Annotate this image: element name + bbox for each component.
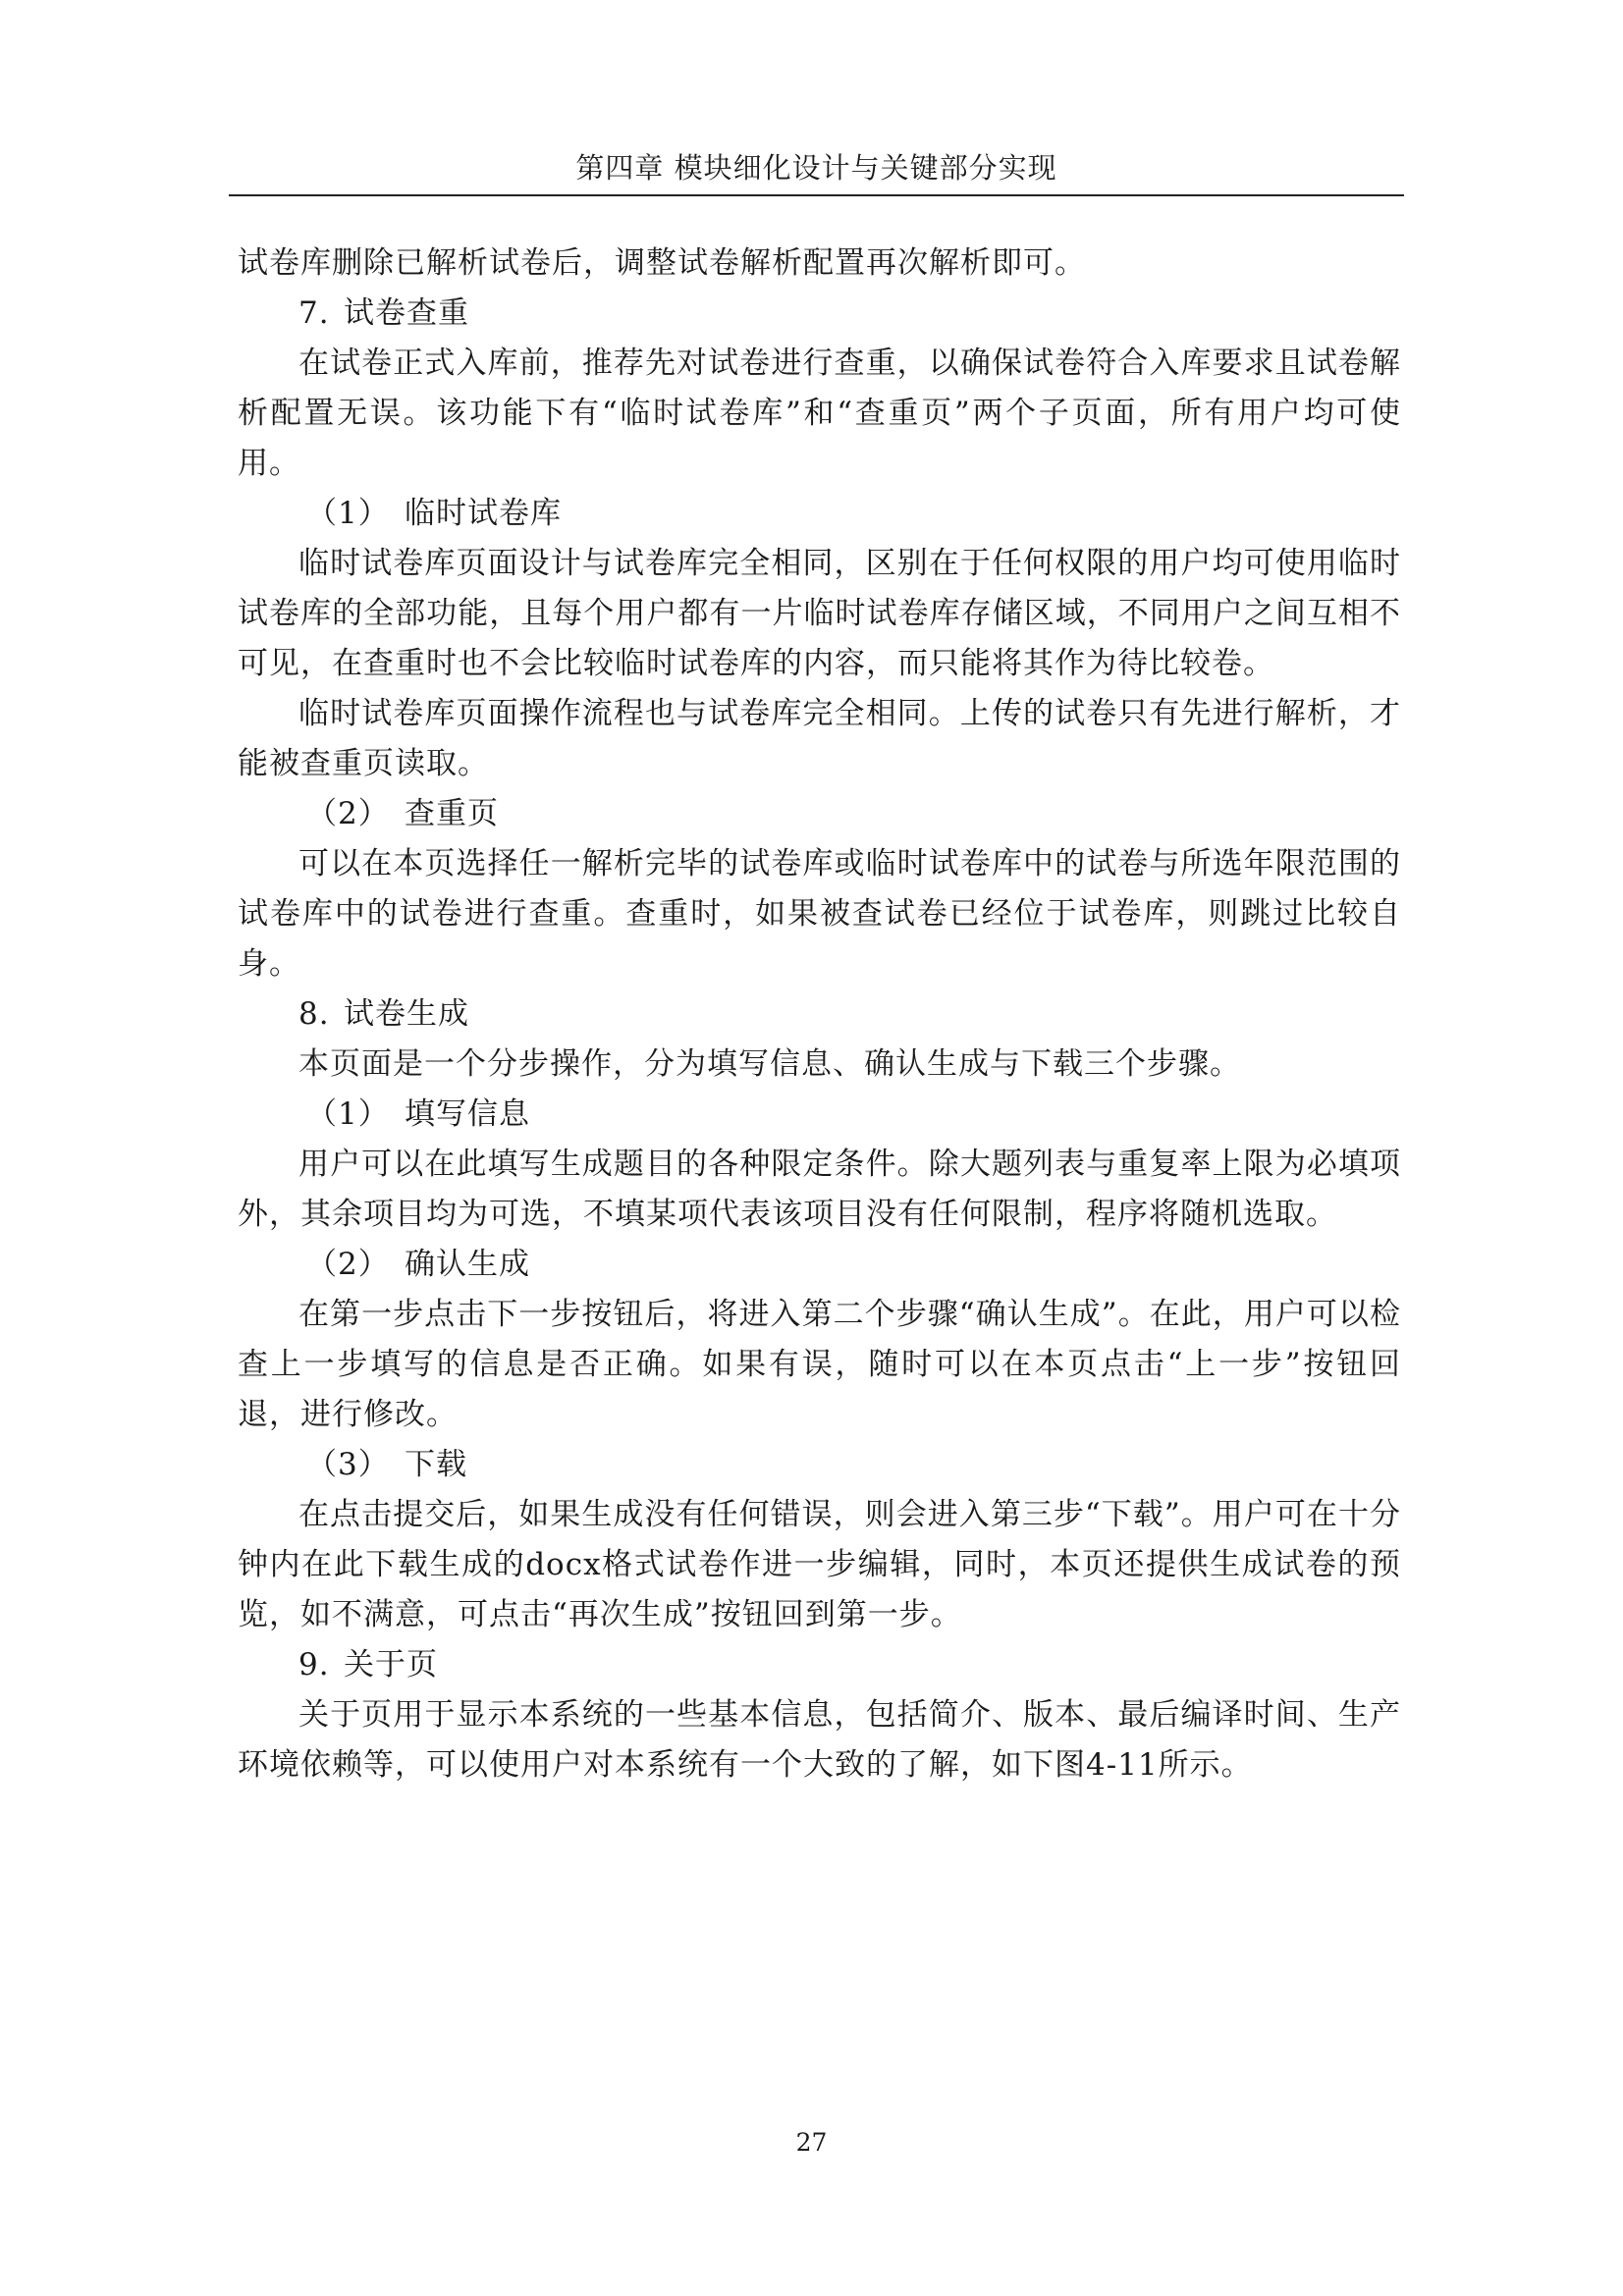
header-rule	[229, 194, 1404, 196]
section-title: 试卷生成	[344, 996, 469, 1032]
subsection-heading-8-3	[238, 1440, 1401, 1490]
subsection-heading-8-1	[238, 1090, 1401, 1140]
section-heading-7	[238, 289, 1401, 339]
section-heading-9	[238, 1640, 1401, 1690]
subsection-title: 下载	[405, 1447, 467, 1482]
paragraph: 关于页用于显示本系统的一些基本信息，包括简介、版本、最后编译时间、生产环境依赖等，可以使用户对本系统有一个大致的了解，如下图4-11所示。	[238, 1697, 1401, 1783]
paragraph: 在试卷正式入库前，推荐先对试卷进行查重，以确保试卷符合入库要求且试卷解析配置无误。该功能下有“临时试卷库”和“查重页”两个子页面，所有用户均可使用。	[238, 346, 1401, 481]
paragraph-continuation: 试卷库删除已解析试卷后，调整试卷解析配置再次解析即可。	[238, 245, 1086, 281]
section-title: 关于页	[344, 1647, 438, 1682]
subsection-title: 查重页	[405, 796, 499, 831]
subsection-heading-7-2	[238, 789, 1401, 839]
paragraph: 临时试卷库页面设计与试卷库完全相同，区别在于任何权限的用户均可使用临时试卷库的全部功能，且每个用户都有一片临时试卷库存储区域，不同用户之间互相不可见，在查重时也不会比较临时试卷库的内容，而只能将其作为待比较卷。	[238, 546, 1401, 681]
subsection-title: 确认生成	[405, 1247, 530, 1282]
subsection-number: （1）	[306, 496, 390, 531]
paragraph: 用户可以在此填写生成题目的各种限定条件。除大题列表与重复率上限为必填项外，其余项目均为可选，不填某项代表该项目没有任何限制，程序将随机选取。	[238, 1147, 1401, 1232]
subsection-number: （2）	[306, 796, 390, 831]
section-number: 8.	[298, 996, 330, 1032]
subsection-heading-8-2	[238, 1240, 1401, 1290]
subsection-heading-7-1	[238, 489, 1401, 539]
subsection-number: （3）	[306, 1447, 390, 1482]
section-number: 7.	[298, 295, 330, 331]
section-heading-8	[238, 989, 1401, 1040]
subsection-title: 临时试卷库	[405, 496, 562, 531]
body-text	[238, 239, 1401, 1790]
paragraph: 本页面是一个分步操作，分为填写信息、确认生成与下载三个步骤。	[298, 1046, 1241, 1082]
paragraph: 临时试卷库页面操作流程也与试卷库完全相同。上传的试卷只有先进行解析，才能被查重页读取。	[238, 696, 1401, 781]
running-header: 第四章 模块细化设计与关键部分实现	[575, 151, 1057, 185]
section-number: 9.	[298, 1647, 330, 1682]
subsection-number: （1）	[306, 1096, 390, 1132]
paragraph: 可以在本页选择任一解析完毕的试卷库或临时试卷库中的试卷与所选年限范围的试卷库中的试卷进行查重。查重时，如果被查试卷已经位于试卷库，则跳过比较自身。	[238, 846, 1401, 982]
paragraph: 在第一步点击下一步按钮后，将进入第二个步骤“确认生成”。在此，用户可以检查上一步填写的信息是否正确。如果有误，随时可以在本页点击“上一步”按钮回退，进行修改。	[238, 1297, 1401, 1432]
subsection-number: （2）	[306, 1247, 390, 1282]
paragraph: 在点击提交后，如果生成没有任何错误，则会进入第三步“下载”。用户可在十分钟内在此下载生成的docx格式试卷作进一步编辑，同时，本页还提供生成试卷的预览，如不满意，可点击“再次生成”按钮回到第一步。	[238, 1497, 1401, 1632]
subsection-title: 填写信息	[405, 1096, 530, 1132]
section-title: 试卷查重	[344, 295, 469, 331]
page-number: 27	[795, 2128, 828, 2157]
